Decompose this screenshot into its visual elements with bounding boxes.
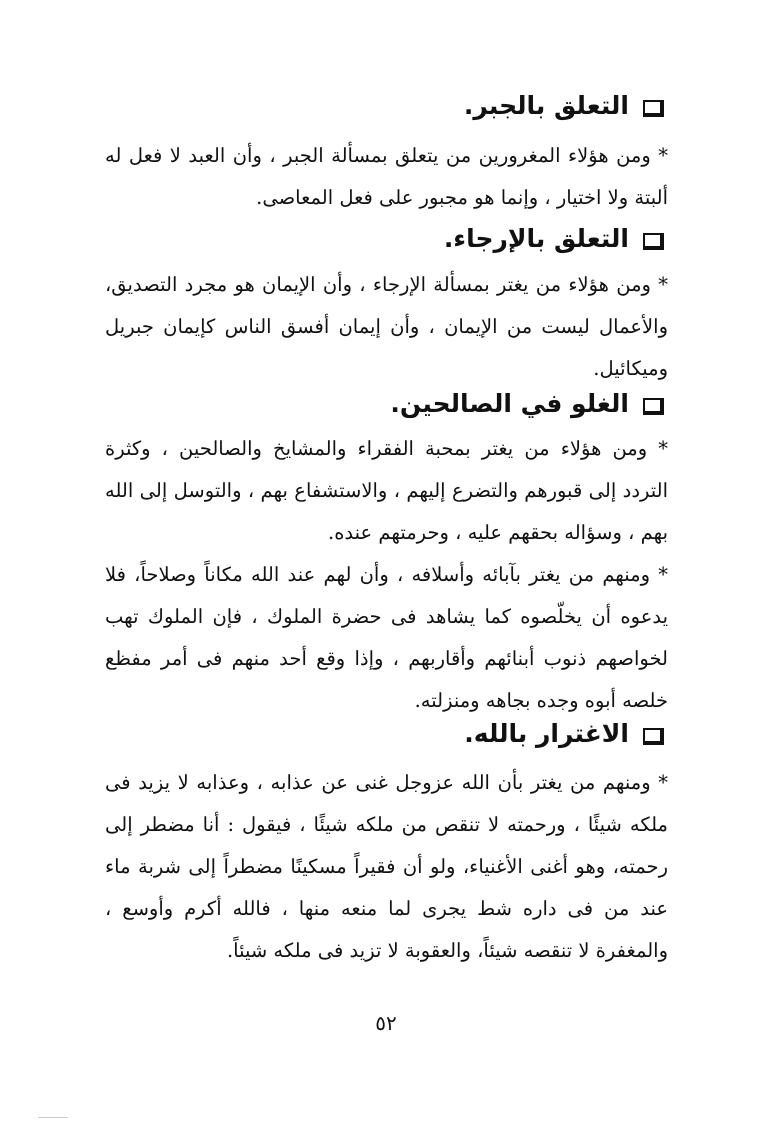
checkbox-square-icon — [643, 233, 664, 250]
paragraph-irja: * ومن هؤلاء من يغتر بمسألة الإرجاء ، وأن الإيمان هو مجرد التصديق، والأعمال ليست من الإيمان ، وأن إيمان أفسق الناس كإيمان جبريل وميكائيل. — [105, 273, 668, 380]
section-heading-ightirar — [464, 714, 664, 754]
checkbox-square-icon — [643, 398, 664, 415]
paragraph-jabr: * ومن هؤلاء المغرورين من يتعلق بمسألة الجبر ، وأن العبد لا فعل له ألبتة ولا اختيار ، وإنما هو مجبور على فعل المعاصى. — [105, 144, 668, 209]
paragraph-ightirar: * ومنهم من يغتر بأن الله عزوجل غنى عن عذابه ، وعذابه لا يزيد فى ملكه شيئًا ، ورحمته لا تنقص من ملكه شيئًا ، فيقول : أنا مضطر إلى رحمته، وهو أغنى الأغنياء، ولو أن فقيراً مسكينًا مضطراً إلى شربة ماء عند من فى داره شط يجرى لما منعه منها ، فالله أكرم وأوسع ، والمغفرة لا تنقصه شيئاً، والعقوبة لا تزيد فى ملكه شيئاً. — [105, 771, 668, 962]
heading-text: التعلق بالإرجاء. — [443, 224, 629, 253]
heading-text: التعلق بالجبر. — [463, 91, 629, 120]
scan-edge-mark — [38, 1117, 68, 1118]
heading-text: الاغترار بالله. — [464, 719, 629, 748]
heading-text: الغلو في الصالحين. — [390, 389, 629, 418]
page-number: ٥٢ — [375, 1011, 397, 1035]
checkbox-square-icon — [643, 728, 664, 745]
paragraph-ghuluw-1: * ومن هؤلاء من يغتر بمحبة الفقراء والمشايخ والصالحين ، وكثرة التردد إلى قبورهم والتضرع إليهم ، والاستشفاع بهم ، والتوسل إلى الله بهم ، وسؤاله بحقهم عليه ، وحرمتهم عنده. — [105, 437, 668, 544]
checkbox-square-icon — [643, 100, 664, 117]
section-heading-irja — [444, 219, 664, 259]
section-heading-jabr — [464, 86, 664, 126]
section-heading-ghuluw — [390, 384, 664, 424]
paragraph-ghuluw-2: * ومنهم من يغتر بآبائه وأسلافه ، وأن لهم عند الله مكاناً وصلاحاً، فلا يدعوه أن يخلّصوه كما يشاهد فى حضرة الملوك ، فإن الملوك تهب لخواصهم ذنوب أبنائهم وأقاربهم ، وإذا وقع أحد منهم فى أمر مفظع خلصه أبوه وجده بجاهه ومنزلته. — [105, 563, 668, 712]
